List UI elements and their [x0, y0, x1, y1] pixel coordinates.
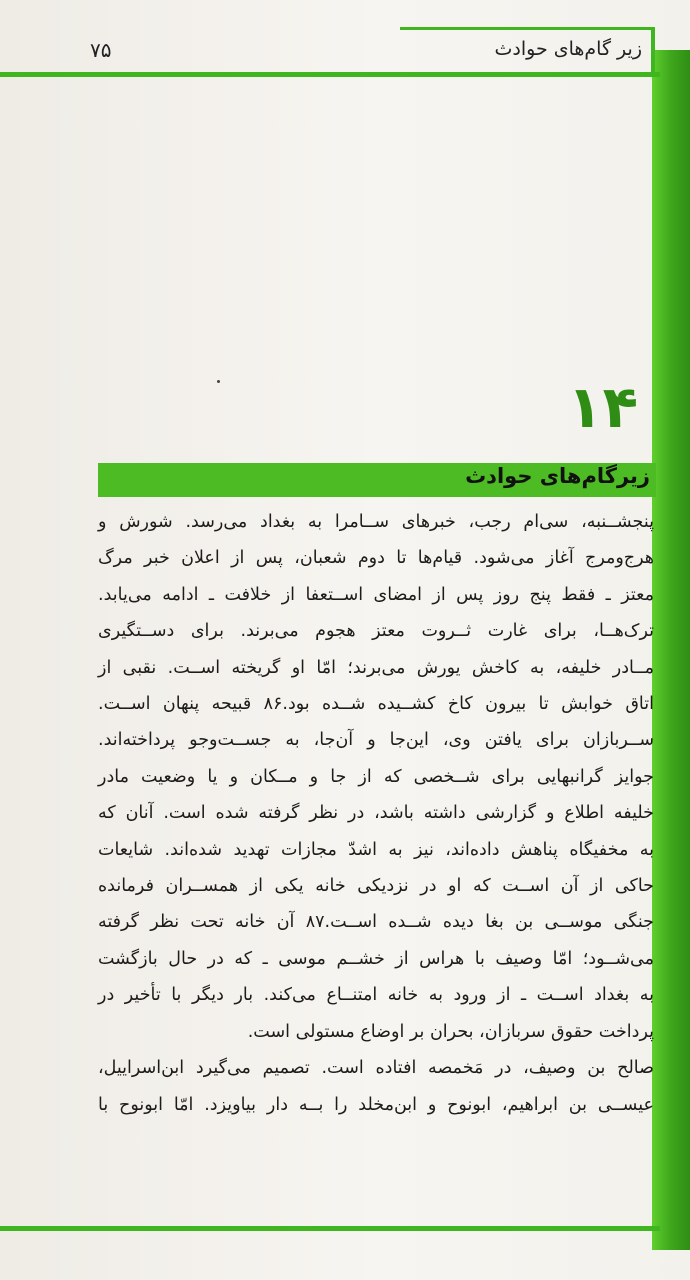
chapter-number: ۱۴ [567, 373, 638, 441]
text-line: می‌شــود؛ امّا وصیف با هراس از خشــم موسی ـ که در حال بازگشت [98, 948, 654, 969]
text-line: صالح بن وصیف، در مَخمصه افتاده است. تصمیم می‌گیرد ابن‌اسراییل، [98, 1058, 654, 1079]
text-line: اتاق خوابش تا بیرون کاخ کشــیده شــده بود.۸۶ قبیحه پنهان اســت. [98, 694, 654, 715]
text-line: جنگی موســی بن بغا دیده شــده اســت.۸۷ آن خانه تحت نظر گرفته [98, 912, 654, 933]
header-rule [0, 72, 660, 77]
text-line: پرداخت حقوق سربازان، بحران بر اوضاع مستولی است. [247, 1021, 654, 1042]
text-line: معتز ـ فقط پنج روز پس از امضای اســتعفا از خلافت ـ ادامه می‌یابد. [98, 584, 654, 605]
header-frame-side [651, 27, 655, 75]
text-line: حاکی از آن اســت که او در نزدیکی خانه یکی از همســران فرمانده [98, 876, 654, 897]
green-spine-band [652, 50, 690, 1250]
text-line: ترک‌هــا، برای غارت ثــروت معتز هجوم می‌برند. برای دســتگیری [98, 621, 654, 642]
chapter-title: زیرگام‌های حوادث [465, 464, 650, 488]
text-line: مــادر خلیفه، به کاخش یورش می‌برند؛ امّا او گریخته اســت. نقبی از [98, 657, 654, 678]
text-line: جوایز گرانبهایی برای شــخصی که از جا و مــکان و یا وضعیت مادر [98, 766, 654, 787]
print-speck [217, 380, 220, 383]
header-frame-top [400, 27, 655, 30]
text-line: خلیفه اطلاع و گزارشی داشته باشد، در نظر گرفته شده است. آنان که [98, 803, 654, 824]
text-line: پنجشــنبه، سی‌ام رجب، خبرهای ســامرا به بغداد می‌رسد. شورش و [98, 512, 654, 532]
text-line: ســربازان برای یافتن وی، این‌جا و آن‌جا، به جســت‌وجو پرداخته‌اند. [98, 730, 654, 751]
running-title: زیر گام‌های حوادث [494, 38, 642, 60]
footer-rule [0, 1226, 660, 1231]
page-number: ۷۵ [90, 38, 112, 62]
text-line: عیســی بن ابراهیم، ابونوح و ابن‌مخلد را بــه دار بیاویزد. امّا ابونوح با [98, 1094, 654, 1115]
text-line: به بغداد اســت ـ از ورود به خانه امتنــاع می‌کند. بار دیگر با تأخیر در [98, 985, 654, 1006]
text-line: به مخفیگاه پناهش داده‌اند، نیز به اشدّ مجازات تهدید شده‌اند. شایعات [98, 839, 654, 860]
body-text [98, 504, 654, 1123]
text-line: هرج‌ومرج آغاز می‌شود. قیام‌ها تا دوم شعبان، پس از اعلان خبر مرگ [98, 548, 654, 569]
